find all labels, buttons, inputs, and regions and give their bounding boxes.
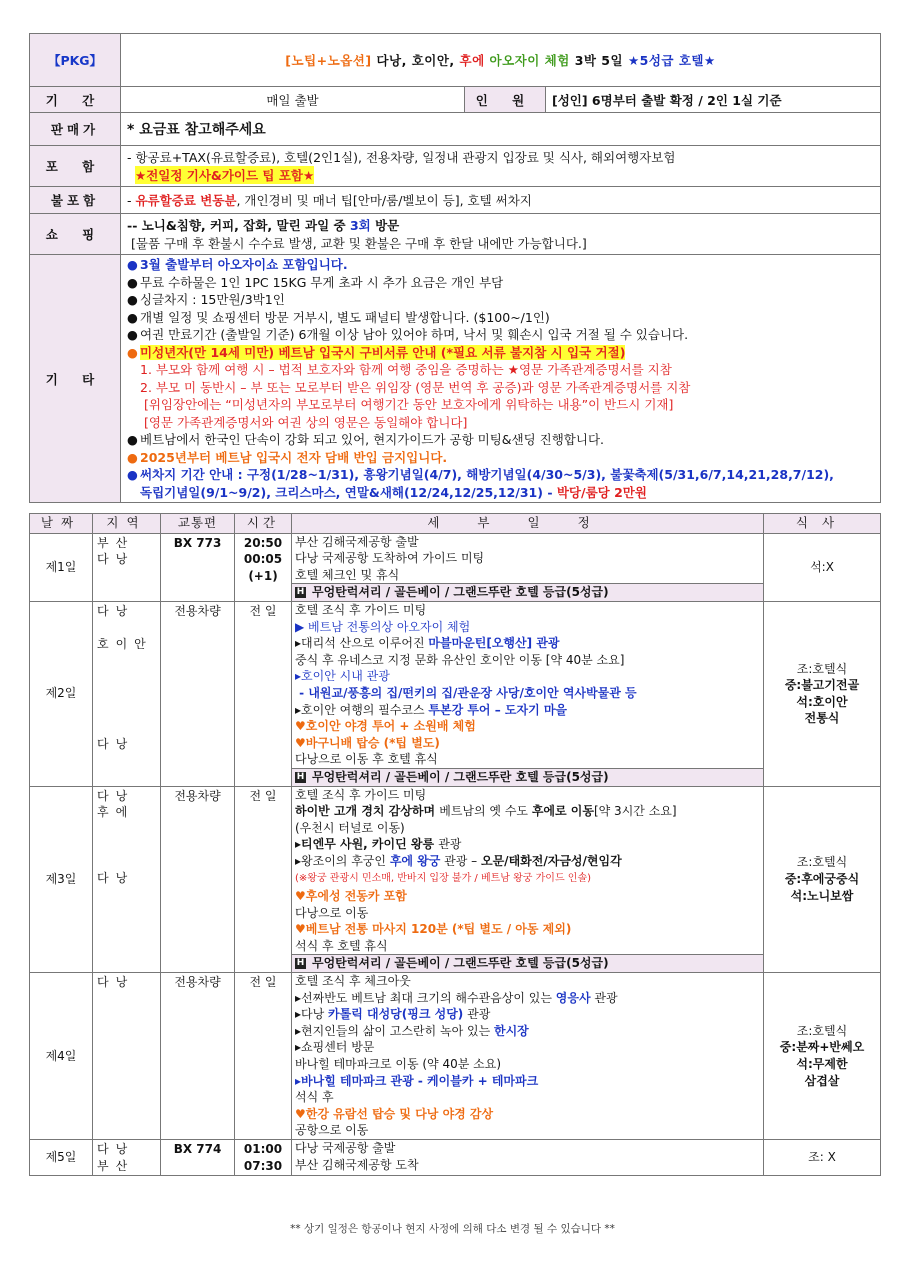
detail-line [295,702,760,719]
detail-line [295,1122,760,1139]
header-region: 지역 [93,514,161,534]
region-name [97,703,159,720]
detail-line [295,869,760,888]
region-name: 다낭 [97,603,135,618]
detail-line [295,888,760,905]
detail-line [295,567,760,584]
detail-segment: 하이반 고개 경치 감상하며 [295,804,440,819]
time-value: 01:00 [243,1141,283,1156]
detail-segment: (※왕궁 관광시 민소매, 반바지 입장 불가 / 베트남 왕궁 가이드 인솔) [295,873,592,885]
shopping-text: -- 노니&침향, 커피, 잡화, 말린 과일 중 [127,218,350,233]
day-row [30,786,881,973]
detail-segment: 바나힐 테마파크로 이동 (약 40분 소요) [295,1057,501,1071]
detail-line [295,1106,760,1123]
detail-segment: 관광 [463,1007,491,1022]
note-text: 베트남에서 한국인 단속이 강화 되고 있어, 현지가이드가 공항 미팅&샌딩 진행합니다. [140,432,605,447]
detail-line [295,1140,760,1157]
include-value [121,146,881,187]
detail-segment: ▸쇼핑센터 방문 [295,1040,375,1055]
note-text: 무료 수하물은 1인 1PC 15KG 무게 초과 시 추가 요금은 개인 부담 [140,274,504,290]
meal-item: 석:X [810,559,834,574]
region-name: 부산 [97,1158,135,1173]
region-name [97,854,159,871]
note-item [127,344,874,362]
footer-note: ** 상기 일정은 항공이나 현지 사정에 의해 다소 변경 될 수 있습니다 ** [290,1223,615,1235]
detail-segment: 카톨릭 대성당(핑크 성당) [328,1007,464,1022]
bullet-icon: ● [127,274,138,290]
time-cell [235,601,292,786]
transport-cell: BX 774 [161,1139,235,1175]
detail-segment: 호텔 조식 후 가이드 미팅 [295,787,427,802]
transport-cell: BX 773 [161,533,235,601]
schedule-header-row [30,514,881,534]
region-name: 다낭 [97,975,135,990]
region-name [97,686,159,703]
bullet-icon: ● [127,257,138,272]
detail-segment: 다낭 국제공항 도착하여 가이드 미팅 [295,551,485,566]
day-label: 제1일 [30,533,93,601]
detail-line [295,905,760,922]
note-item [127,431,874,449]
note-text: 여권 만료기간 (출발일 기준) 6개월 이상 남아 있어야 하며, 낙서 및 훼손시 입국 거절 될 수 있습니다. [140,327,689,342]
detail-segment: 관광 – [440,853,481,868]
note-item [127,309,874,327]
detail-segment: - 내원교/풍흥의 집/떤키의 집/관운장 사당/호이안 역사박물관 등 [295,685,637,700]
exclude-rest: , 개인경비 및 매너 팁[안마/룸/벨보이 등], 호텔 써차지 [236,193,532,208]
detail-segment: 부산 김해국제공항 출발 [295,534,419,549]
meals-cell [764,601,881,786]
detail-segment: 석식 후 호텔 휴식 [295,938,388,953]
detail-line [295,550,760,567]
detail-segment: 투본강 투어 – 도자기 마을 [428,702,568,717]
meal-item: 조: X [808,1150,836,1165]
title-part: [노팁+노옵션] [285,53,377,68]
region-name [97,653,159,670]
detail-segment: ▸바나힐 테마파크 관광 - 케이블카 + 테마파크 [295,1073,539,1088]
time-value: 00:05 [243,552,283,567]
shopping-line [127,216,874,234]
day-label: 제5일 [30,1139,93,1175]
detail-segment: ▸현지인들의 삶이 고스란히 녹아 있는 [295,1023,494,1038]
etc-label: 기 타 [30,255,121,503]
period-value: 매일 출발 [121,87,465,113]
note-text: 1. 부모와 함께 여행 시 – 법적 보호자와 함께 여행 중임을 증명하는 ★영문 가족관계증명서를 지참 [140,362,672,377]
day-row [30,1139,881,1175]
detail-segment: ▸호이안 여행의 필수코스 [295,702,429,717]
detail-line [295,751,760,768]
hotel-line [292,583,763,601]
transport-cell: 전용차량 [161,973,235,1140]
meal-item: 조:호텔식 [796,661,848,676]
detail-segment: 오문/태화전/자금성/현임각 [481,853,622,868]
detail-line [295,921,760,938]
day-label: 제2일 [30,601,93,786]
note-item [127,326,874,344]
detail-segment: 영응사 [555,990,591,1005]
note-text: 써차지 기간 안내 : 구정(1/28~1/31), 흥왕기념일(4/7), 해방기념일(4/30~5/3), 불꽃축제(5/31,6/7,14,21,28,7/12), [140,467,834,482]
meals-cell [764,973,881,1140]
note-text: 미성년자(만 14세 미만) 베트남 입국시 구비서류 안내 (*필요 서류 불지참 시 입국 거절) [140,344,626,360]
title-part: ★5성급 호텔★ [627,53,716,68]
detail-line [295,1073,760,1090]
detail-segment: 다낭으로 이동 후 호텔 휴식 [295,752,438,767]
detail-line [295,602,760,619]
detail-line [295,803,760,820]
detail-segment: 호텔 조식 후 체크아웃 [295,974,411,989]
header-time: 시간 [235,514,292,534]
detail-line [295,836,760,853]
detail-line [295,1039,760,1056]
title-part: 아오자이 체험 [489,53,575,68]
detail-segment: 석식 후 [295,1090,334,1105]
detail-segment: ♥베트남 전통 마사지 120분 (*팁 별도 / 아동 제외) [295,922,572,937]
detail-line [295,1006,760,1023]
time-value: (+1) [248,568,278,583]
region-cell [93,533,161,601]
package-title [121,34,881,87]
meals-cell [764,786,881,973]
include-highlight: ★전일정 기사&가이드 팁 포함★ [135,168,315,183]
detail-segment: ▸호이안 시내 관광 [295,669,390,684]
details-cell [292,973,764,1140]
bullet-icon: ● [127,467,138,482]
region-name [97,620,159,637]
note-text: 개별 일정 및 쇼핑센터 방문 거부시, 별도 패널티 발생합니다. ($100~/1인) [140,309,550,325]
detail-line [295,619,760,636]
detail-line [295,820,760,837]
bullet-icon: ● [127,344,138,360]
hotel-icon: H [296,587,305,598]
meal-item: 중:분짜+반쎄오 [779,1040,865,1055]
region-name: 다낭 [97,552,135,567]
detail-line [295,1056,760,1073]
region-cell [93,973,161,1140]
detail-line [295,1089,760,1106]
detail-segment: 관광 [438,837,462,852]
detail-line [295,787,760,804]
meal-item: 석:노니보쌈 [790,888,854,903]
shopping-count: 3회 [349,218,371,233]
time-cell [235,973,292,1140]
detail-segment: 공항으로 이동 [295,1123,369,1138]
include-line: - 항공료+TAX(유료할증료), 호텔(2인1실), 전용차량, 일정내 관광지 입장료 및 식사, 해외여행자보험 [127,150,676,165]
bullet-icon: ● [127,449,138,465]
note-item [127,414,874,432]
shopping-visit: 방문 [370,218,400,233]
meals-cell [764,1139,881,1175]
detail-segment: ♥바구니배 탑승 (*팁 별도) [295,735,440,750]
detail-segment: (우천시 터널로 이동) [295,820,405,835]
time-value: 전 일 [249,975,277,990]
region-name [97,821,159,838]
region-cell [93,786,161,973]
exclude-value [121,187,881,214]
hotel-line [292,768,763,786]
region-name: 다낭 [97,871,135,886]
region-name: 다낭 [97,788,135,803]
region-name [97,719,159,736]
detail-line [295,685,760,702]
header-transport: 교통편 [161,514,235,534]
note-item [127,274,874,292]
detail-segment: 후에로 이동 [531,804,594,819]
detail-segment: 부산 김해국제공항 도착 [295,1157,419,1172]
detail-segment: ▸대리석 산으로 이루어진 [295,636,429,651]
detail-segment: ▸선짜반도 베트남 최대 크기의 해수관음상이 있는 [295,990,556,1005]
people-label: 인 원 [465,87,546,113]
note-item [127,361,874,379]
meals-cell [764,533,881,601]
region-name [97,837,159,854]
include-label: 포 함 [30,146,121,187]
hotel-icon: H [296,771,305,782]
exclude-prefix: - [127,193,136,208]
detail-line [295,938,760,955]
note-surcharge: 박당/룸당 2만원 [556,484,647,500]
region-name: 부산 [97,535,135,550]
detail-line [295,1157,760,1174]
meal-item: 석:호이안 [796,694,848,709]
header-details: 세부일정 [292,514,764,534]
note-text: [위임장안에는 “미성년자의 부모로부터 여행기간 동안 보호자에게 위탁하는 내용”이 반드시 기재] [140,397,674,412]
hotel-icon: H [296,958,305,969]
pkg-badge: 【PKG】 [30,34,121,87]
detail-segment: 관광 [590,990,618,1005]
meal-item: 삼겹살 [804,1073,840,1088]
bullet-icon: ● [127,327,138,342]
detail-line [295,1023,760,1040]
schedule-table [29,513,881,1176]
meal-item: 조:호텔식 [796,855,848,870]
meal-item: 석:무제한 [796,1057,848,1071]
detail-segment: ▸왕조이의 후궁인 [295,853,390,868]
title-part: 다낭, 호이안, [376,53,460,68]
bullet-icon: ● [127,292,138,307]
detail-segment: ♥호이안 야경 투어 + 소원배 체험 [295,719,476,734]
detail-segment: ▸티엔무 사원, 카이딘 왕릉 [295,837,439,852]
bullet-icon: ● [127,432,138,447]
note-item [127,484,874,502]
detail-segment: [약 3시간 소요] [593,804,677,819]
time-cell [235,533,292,601]
exclude-label: 불포함 [30,187,121,214]
transport-cell: 전용차량 [161,786,235,973]
hotel-name: 무엉탄럭셔리 / 골든베이 / 그랜드뚜란 호텔 등급(5성급) [312,585,609,600]
day-row [30,973,881,1140]
detail-segment: 다낭 국제공항 출발 [295,1140,396,1155]
note-item [127,379,874,397]
detail-segment: 베트남의 옛 수도 [439,804,532,819]
title-part: 후에 [459,53,490,68]
detail-segment: 중식 후 유네스코 지정 문화 유산인 호이안 이동 [약 40분 소요] [295,652,625,667]
day-label: 제3일 [30,786,93,973]
time-cell [235,1139,292,1175]
region-name: 다낭 [97,1141,135,1156]
time-value: 전 일 [249,603,277,618]
time-value: 전 일 [249,788,277,803]
hotel-name: 무엉탄럭셔리 / 골든베이 / 그랜드뚜란 호텔 등급(5성급) [312,769,609,784]
package-info-table [29,33,881,503]
note-item [127,256,874,274]
note-item [127,466,874,484]
day-label: 제4일 [30,973,93,1140]
hotel-name: 무엉탄럭셔리 / 골든베이 / 그랜드뚜란 호텔 등급(5성급) [312,956,609,971]
detail-line [295,853,760,870]
detail-line [295,652,760,669]
note-text: 2. 부모 미 동반시 – 부 또는 모로부터 받은 위임장 (영문 번역 후 공증)과 영문 가족관계증명서를 지참 [140,379,691,395]
region-cell [93,601,161,786]
detail-segment: 호텔 체크인 및 휴식 [295,567,400,582]
detail-line [295,534,760,551]
detail-line [295,668,760,685]
shopping-label: 쇼 핑 [30,214,121,255]
header-day: 날짜 [30,514,93,534]
region-name: 후에 [97,805,135,820]
details-cell [292,601,764,786]
note-item [127,449,874,467]
time-cell [235,786,292,973]
meal-item: 중:불고기전골 [784,678,860,693]
meal-item: 전통식 [804,711,840,726]
details-cell [292,533,764,601]
detail-segment: 한시장 [493,1023,529,1038]
hotel-line [292,954,763,972]
transport-cell: 전용차량 [161,601,235,786]
detail-segment: 호텔 조식 후 가이드 미팅 [295,602,427,617]
detail-segment: ♥한강 유람선 탑승 및 다낭 야경 감상 [295,1106,494,1121]
details-cell [292,786,764,973]
detail-line [295,718,760,735]
detail-line [295,635,760,652]
shopping-refund-note: [물품 구매 후 환불시 수수료 발생, 교환 및 환불은 구매 후 한달 내에만 가능합니다.] [131,236,587,251]
title-part: 3박 5일 [574,53,628,68]
day-row [30,533,881,601]
shopping-value [121,214,881,255]
schedule-body [30,533,881,1176]
note-text: 2025년부터 베트남 입국시 전자 담배 반입 금지입니다. [140,449,448,465]
notes-list [121,255,881,503]
detail-line [295,735,760,752]
header-meals: 식사 [764,514,881,534]
detail-segment: ♥후에성 전동카 포함 [295,889,407,904]
region-name: 호이안 [97,637,153,652]
note-text: 3월 출발부터 아오자이쇼 포함입니다. [140,257,348,272]
detail-line [295,990,760,1007]
detail-segment: ▸다낭 [295,1007,329,1022]
meal-item: 중:후에궁중식 [784,871,860,886]
region-name: 다낭 [97,736,135,751]
bullet-icon: ● [127,309,138,325]
time-value: 07:30 [243,1158,283,1173]
note-item [127,396,874,414]
note-text: 독립기념일(9/1~9/2), 크리스마스, 연말&새해(12/24,12/25,12/31) - [140,484,557,500]
period-label: 기 간 [30,87,121,113]
day-row [30,601,881,786]
detail-segment: ▶ 베트남 전통의상 아오자이 체험 [295,619,471,634]
detail-segment: 다낭으로 이동 [295,905,369,920]
detail-segment: 후에 왕궁 [389,853,441,868]
note-text: 싱글차지 : 15만원/3박1인 [140,292,285,307]
exclude-highlight: 유류할증료 변동분 [135,193,237,208]
price-label: 판매가 [30,113,121,146]
details-cell [292,1139,764,1175]
note-text: [영문 가족관계증명서와 여권 상의 영문은 동일해야 합니다] [140,414,468,430]
detail-line [295,973,760,990]
region-cell [93,1139,161,1175]
note-item [127,291,874,309]
detail-segment: 마블마운틴[오행산] 관광 [428,636,560,651]
region-name [97,669,159,686]
price-value: * 요금표 참고해주세요 [121,113,881,146]
meal-item: 조:호텔식 [796,1023,848,1038]
people-value: [성인] 6명부터 출발 확정 / 2인 1실 기준 [546,87,881,113]
time-value: 20:50 [243,535,283,550]
